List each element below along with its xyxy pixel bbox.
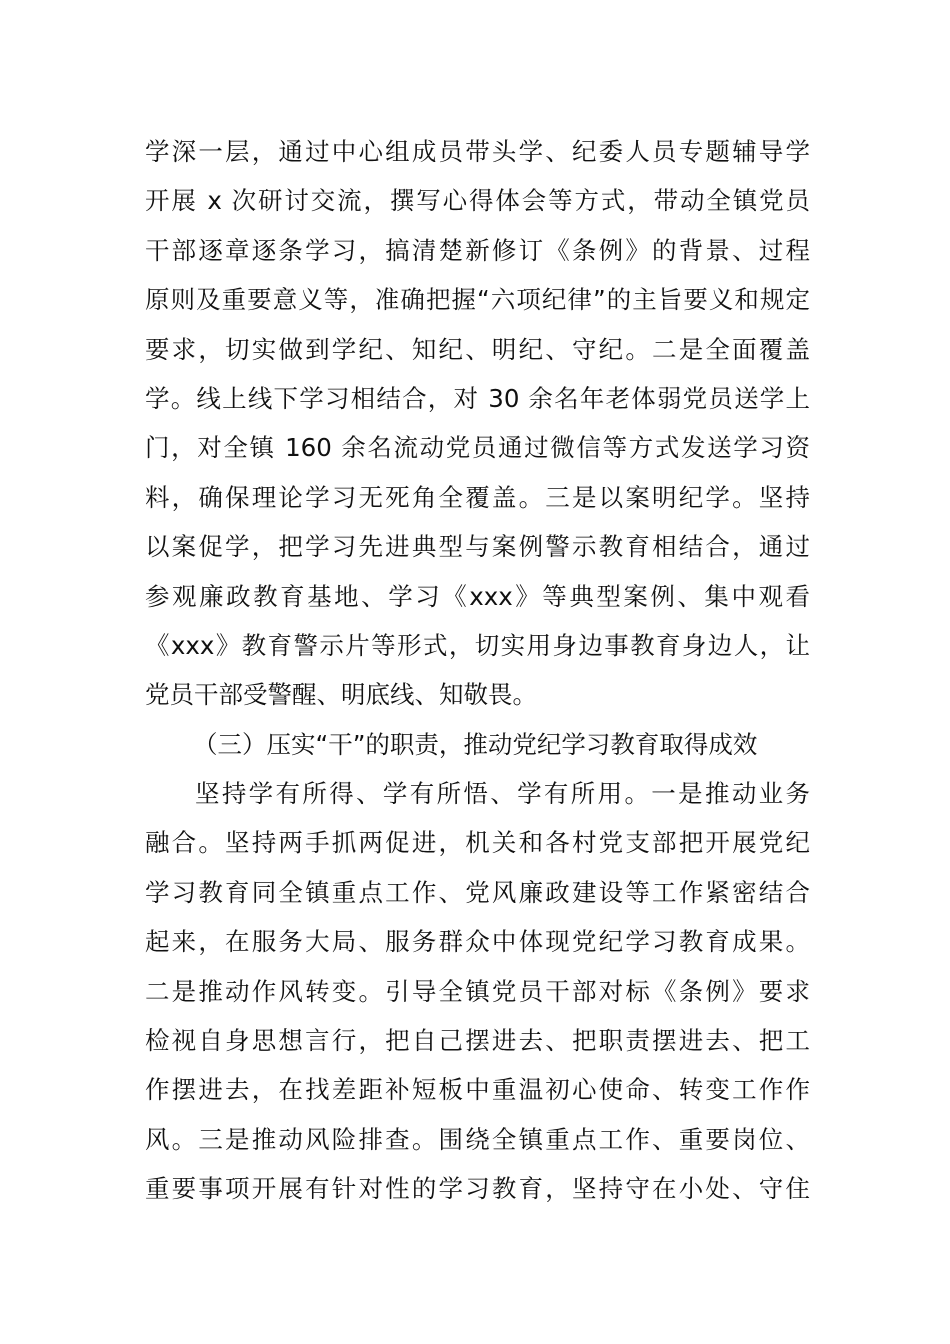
section-heading: （三）压实“干”的职责，推动党纪学习教育取得成效 (193, 729, 758, 759)
text-line: 门，对全镇 160 余名流动党员通过微信等方式发送学习资 (145, 433, 810, 463)
text-line: 二是推动作风转变。引导全镇党员干部对标《条例》要求 (145, 976, 810, 1006)
text-line: 学。线上线下学习相结合，对 30 余名年老体弱党员送学上 (145, 383, 810, 413)
text-line: 起来，在服务大局、服务群众中体现党纪学习教育成果。 (145, 927, 810, 957)
text-line: 以案促学，把学习先进典型与案例警示教育相结合，通过 (145, 532, 810, 562)
text-line: 《xxx》教育警示片等形式，切实用身边事教育身边人，让 (145, 630, 810, 660)
text-line: 料，确保理论学习无死角全覆盖。三是以案明纪学。坚持 (145, 482, 810, 512)
text-line: 党员干部受警醒、明底线、知敬畏。 (145, 680, 537, 710)
text-line: 融合。坚持两手抓两促进，机关和各村党支部把开展党纪 (145, 828, 810, 858)
text-line: 学深一层，通过中心组成员带头学、纪委人员专题辅导学 (145, 137, 810, 166)
text-line: 开展 x 次研讨交流，撰写心得体会等方式，带动全镇党员 (145, 186, 810, 216)
text-line: 要求，切实做到学纪、知纪、明纪、守纪。二是全面覆盖 (145, 334, 810, 364)
document-body (145, 127, 810, 1214)
text-line: 检视自身思想言行，把自己摆进去、把职责摆进去、把工 (145, 1026, 810, 1056)
text-line: 作摆进去，在找差距补短板中重温初心使命、转变工作作 (145, 1075, 810, 1105)
text-line: 干部逐章逐条学习，搞清楚新修订《条例》的背景、过程 (145, 235, 810, 265)
text-line: 重要事项开展有针对性的学习教育，坚持守在小处、守住 (145, 1174, 810, 1204)
text-line: 风。三是推动风险排查。围绕全镇重点工作、重要岗位、 (145, 1124, 810, 1154)
text-line: 原则及重要意义等，准确把握“六项纪律”的主旨要义和规定 (145, 285, 810, 315)
text-line: 参观廉政教育基地、学习《xxx》等典型案例、集中观看 (145, 581, 810, 611)
text-line: 学习教育同全镇重点工作、党风廉政建设等工作紧密结合 (145, 877, 810, 907)
paragraph-first-line: 坚持学有所得、学有所悟、学有所用。一是推动业务 (195, 779, 810, 809)
